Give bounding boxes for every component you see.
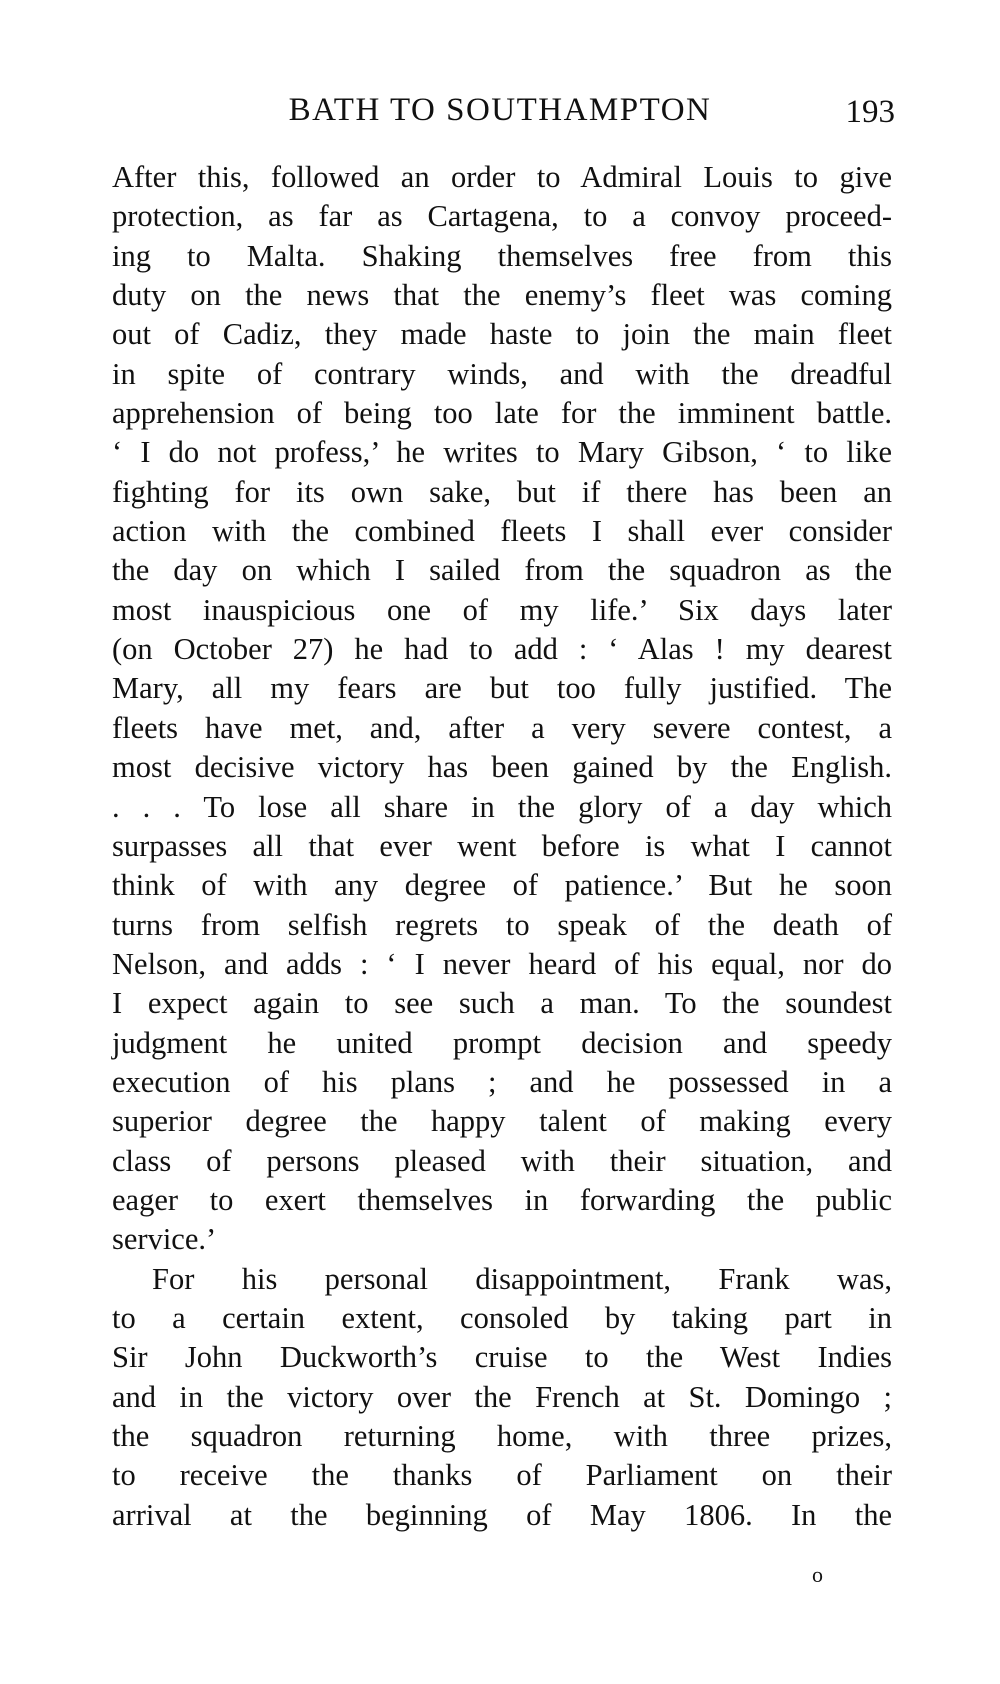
text-line: the day on which I sailed from the squadron as the <box>112 553 892 588</box>
signature-mark: o <box>812 1562 823 1587</box>
text-line: surpasses all that ever went before is what I cannot <box>112 828 892 863</box>
text-line: class of persons pleased with their situation, and <box>112 1143 892 1178</box>
text-line: to a certain extent, consoled by taking part in <box>112 1300 892 1335</box>
text-line: Sir John Duckworth’s cruise to the West Indies <box>112 1340 892 1375</box>
running-head <box>105 92 895 138</box>
text-line: superior degree the happy talent of making every <box>112 1104 892 1139</box>
text-line: fleets have met, and, after a very severe contest, a <box>112 710 892 745</box>
text-line: After this, followed an order to Admiral Louis to give <box>112 160 892 194</box>
text-line: Mary, all my fears are but too fully justified. The <box>112 671 892 706</box>
text-line: and in the victory over the French at St. Domingo ; <box>112 1379 892 1414</box>
page-number: 193 <box>845 94 895 130</box>
text-line: to receive the thanks of Parliament on their <box>112 1458 892 1493</box>
body-text <box>112 158 892 1535</box>
text-line: ing to Malta. Shaking themselves free from this <box>112 238 892 273</box>
text-line: think of with any degree of patience.’ But he soon <box>112 868 892 903</box>
text-line: . . . To lose all share in the glory of a day which <box>112 789 892 824</box>
text-line: duty on the news that the enemy’s fleet was coming <box>112 278 892 313</box>
text-line: protection, as far as Cartagena, to a convoy proceed- <box>112 199 892 234</box>
text-line: service.’ <box>112 1222 217 1257</box>
text-line: most decisive victory has been gained by the English. <box>112 750 892 785</box>
text-line: Nelson, and adds : ‘ I never heard of his equal, nor do <box>112 946 892 981</box>
text-line: in spite of contrary winds, and with the dreadful <box>112 356 892 391</box>
text-line: most inauspicious one of my life.’ Six days later <box>112 592 892 627</box>
text-line: fighting for its own sake, but if there has been an <box>112 474 892 509</box>
text-line: judgment he united prompt decision and speedy <box>112 1025 892 1060</box>
text-line: apprehension of being too late for the imminent battle. <box>112 396 892 431</box>
text-line: (on October 27) he had to add : ‘ Alas ! my dearest <box>112 632 892 667</box>
running-title: BATH TO SOUTHAMPTON <box>288 92 712 128</box>
text-line: out of Cadiz, they made haste to join the main fleet <box>112 317 892 352</box>
text-line: arrival at the beginning of May 1806. In the <box>112 1497 892 1532</box>
text-line: the squadron returning home, with three prizes, <box>112 1419 892 1453</box>
text-line: turns from selfish regrets to speak of the death of <box>112 907 892 942</box>
text-line: eager to exert themselves in forwarding the public <box>112 1182 892 1217</box>
text-line: ‘ I do not profess,’ he writes to Mary Gibson, ‘ to like <box>112 435 892 470</box>
text-line: execution of his plans ; and he possessed in a <box>112 1064 892 1099</box>
text-line: For his personal disappointment, Frank was, <box>152 1261 892 1296</box>
text-line: action with the combined fleets I shall ever consider <box>112 514 892 549</box>
text-line: I expect again to see such a man. To the soundest <box>112 986 892 1021</box>
